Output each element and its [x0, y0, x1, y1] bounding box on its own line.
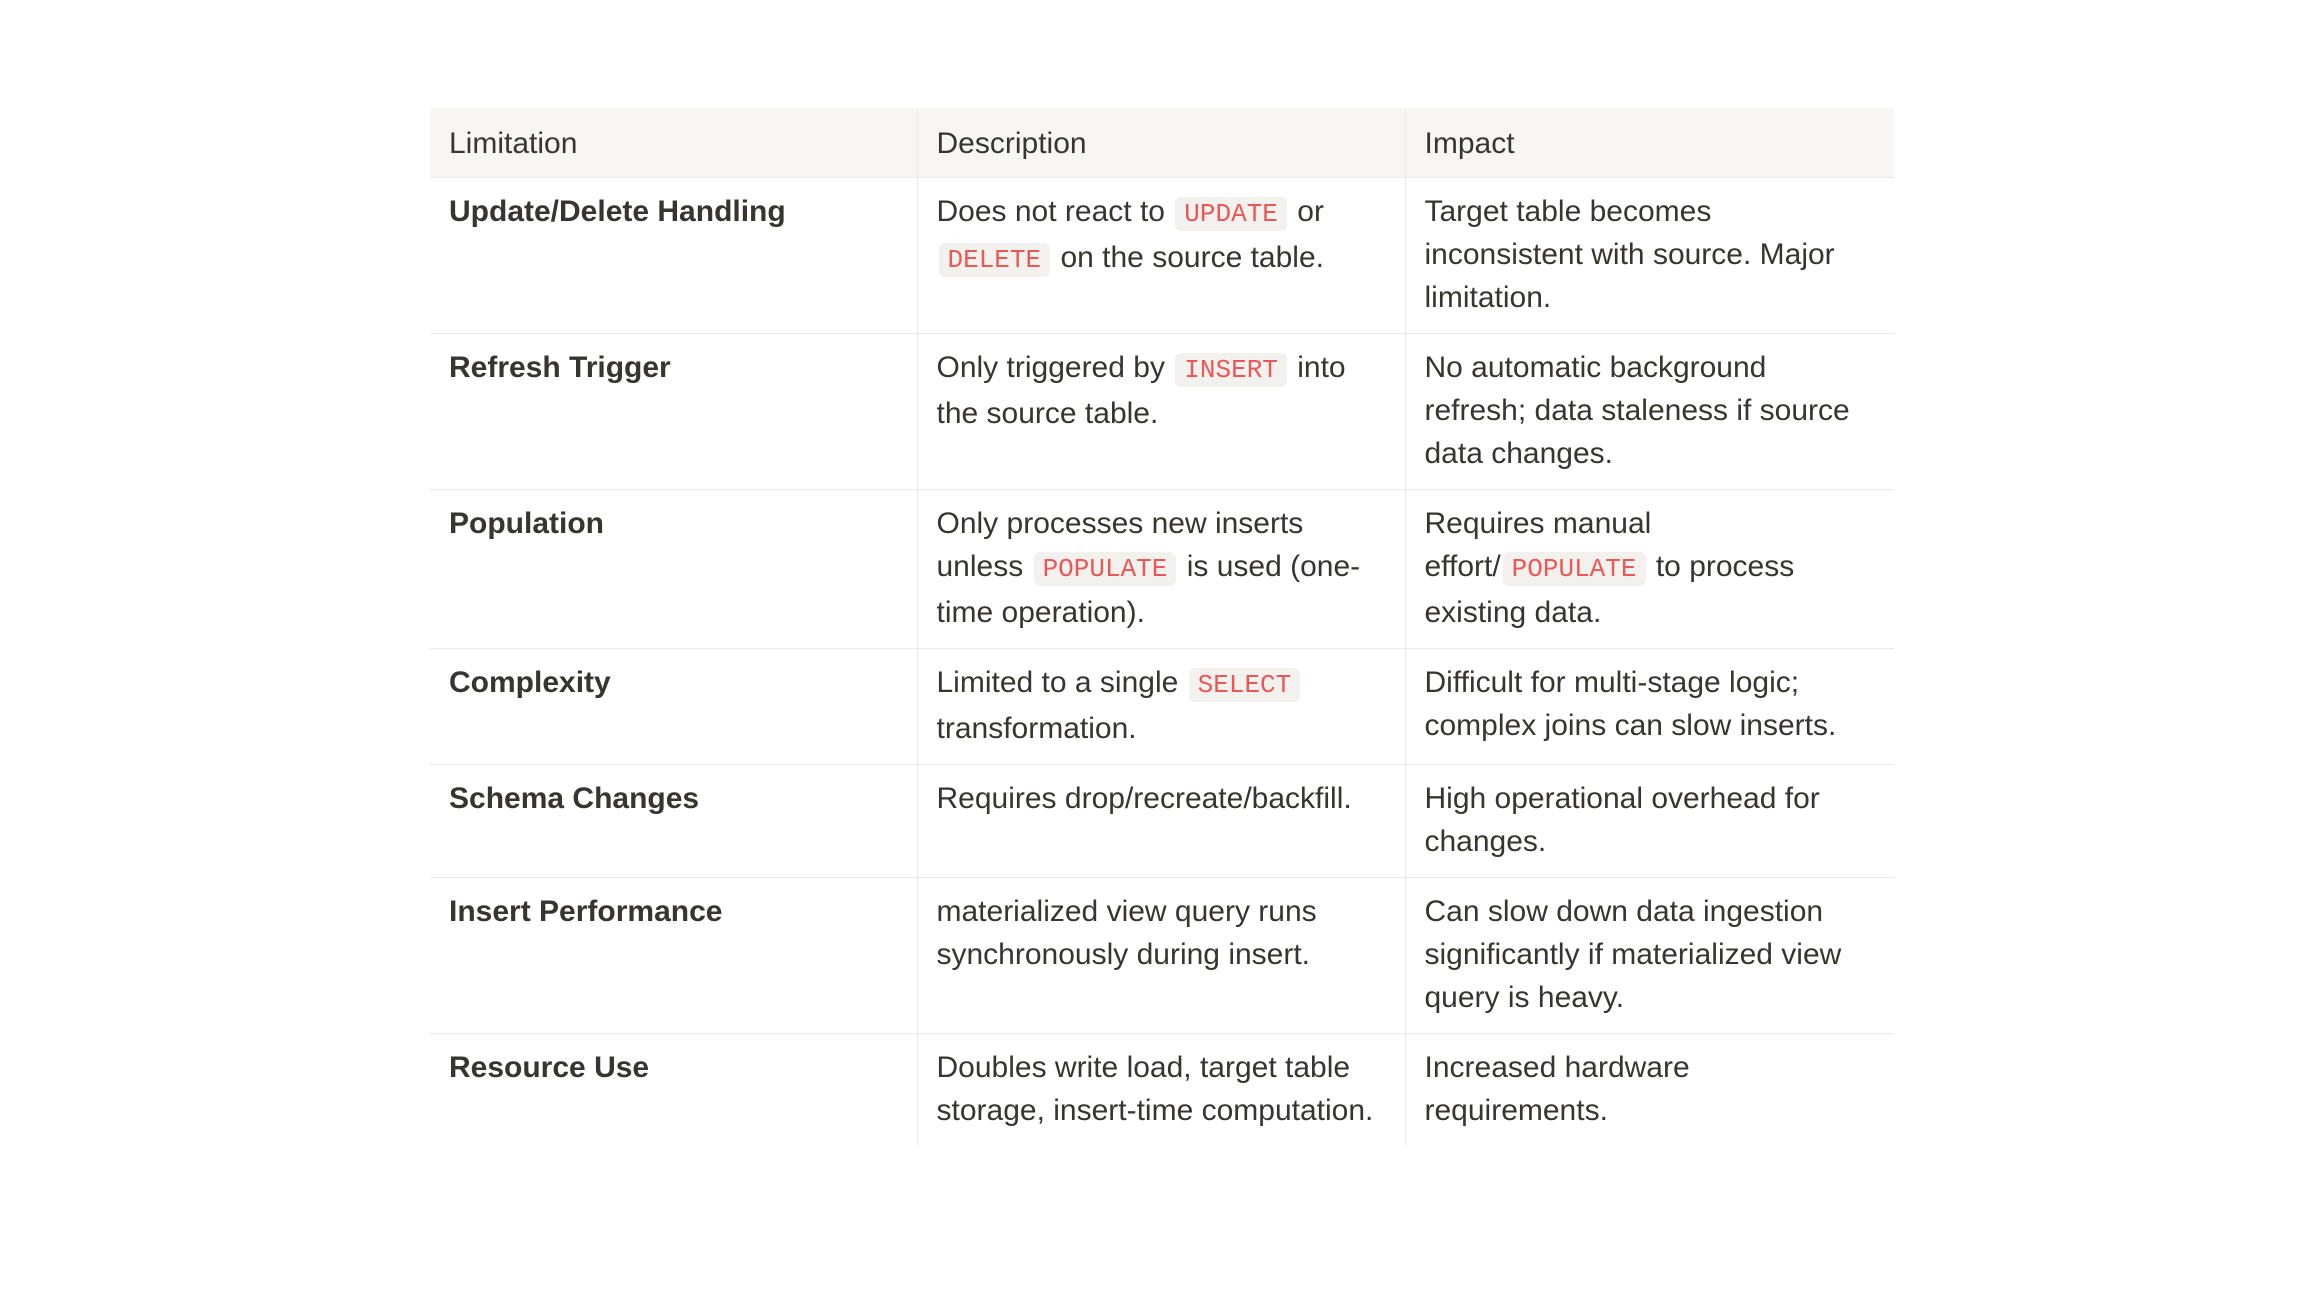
inline-code: POPULATE: [1503, 552, 1646, 586]
limitation-cell: Schema Changes: [430, 765, 917, 878]
impact-cell: [1405, 765, 1894, 878]
table-row: [430, 1034, 1894, 1147]
cell-text: Only processes new inserts unless: [936, 507, 1304, 583]
cell-text: No automatic background refresh; data staleness if source data changes.: [1424, 351, 1850, 470]
impact-cell: [1405, 1034, 1894, 1147]
inline-code: UPDATE: [1175, 197, 1287, 231]
cell-text: Requires drop/recreate/backfill.: [936, 782, 1352, 815]
limitation-cell: Refresh Trigger: [430, 334, 917, 490]
table-row: [430, 878, 1894, 1034]
inline-code: DELETE: [939, 243, 1051, 277]
cell-text: Does not react to: [936, 195, 1174, 228]
table-row: [430, 490, 1894, 649]
limitation-cell: Complexity: [430, 649, 917, 765]
limitations-table: [430, 108, 1894, 1146]
table-row: [430, 334, 1894, 490]
column-header-impact: Impact: [1405, 108, 1894, 178]
impact-cell: [1405, 178, 1894, 334]
cell-text: Limited to a single: [936, 666, 1187, 699]
inline-code: POPULATE: [1034, 552, 1177, 586]
table-row: [430, 178, 1894, 334]
column-header-description: Description: [917, 108, 1405, 178]
limitation-cell: Update/Delete Handling: [430, 178, 917, 334]
cell-text: Only triggered by: [936, 351, 1174, 384]
cell-text: materialized view query runs synchronously during insert.: [936, 895, 1317, 971]
cell-text: Requires manual effort/: [1424, 507, 1652, 583]
cell-text: or: [1288, 195, 1324, 228]
description-cell: [917, 649, 1405, 765]
table-body: [430, 178, 1894, 1147]
impact-cell: [1405, 334, 1894, 490]
limitation-cell: Population: [430, 490, 917, 649]
description-cell: [917, 765, 1405, 878]
cell-text: Doubles write load, target table storage, insert-time computation.: [936, 1051, 1374, 1127]
impact-cell: [1405, 649, 1894, 765]
inline-code: INSERT: [1175, 353, 1287, 387]
limitation-cell: Insert Performance: [430, 878, 917, 1034]
cell-text: High operational overhead for changes.: [1424, 782, 1820, 858]
description-cell: [917, 878, 1405, 1034]
inline-code: SELECT: [1189, 668, 1301, 702]
description-cell: [917, 178, 1405, 334]
table-row: [430, 765, 1894, 878]
description-cell: [917, 490, 1405, 649]
impact-cell: [1405, 878, 1894, 1034]
impact-cell: [1405, 490, 1894, 649]
description-cell: [917, 334, 1405, 490]
cell-text: transformation.: [936, 712, 1137, 745]
description-cell: [917, 1034, 1405, 1147]
cell-text: Difficult for multi-stage logic; complex joins can slow inserts.: [1424, 666, 1837, 742]
cell-text: into the source table.: [936, 351, 1346, 430]
cell-text: Increased hardware requirements.: [1424, 1051, 1690, 1127]
limitations-table-container: [430, 108, 1894, 1146]
cell-text: on the source table.: [1052, 241, 1324, 274]
limitation-cell: Resource Use: [430, 1034, 917, 1147]
cell-text: is used (one-time operation).: [936, 550, 1361, 629]
table-header-row: [430, 108, 1894, 178]
table-row: [430, 649, 1894, 765]
column-header-limitation: Limitation: [430, 108, 917, 178]
cell-text: Can slow down data ingestion significantly if materialized view query is heavy.: [1424, 895, 1842, 1014]
cell-text: Target table becomes inconsistent with source. Major limitation.: [1424, 195, 1835, 314]
cell-text: to process existing data.: [1424, 550, 1795, 629]
